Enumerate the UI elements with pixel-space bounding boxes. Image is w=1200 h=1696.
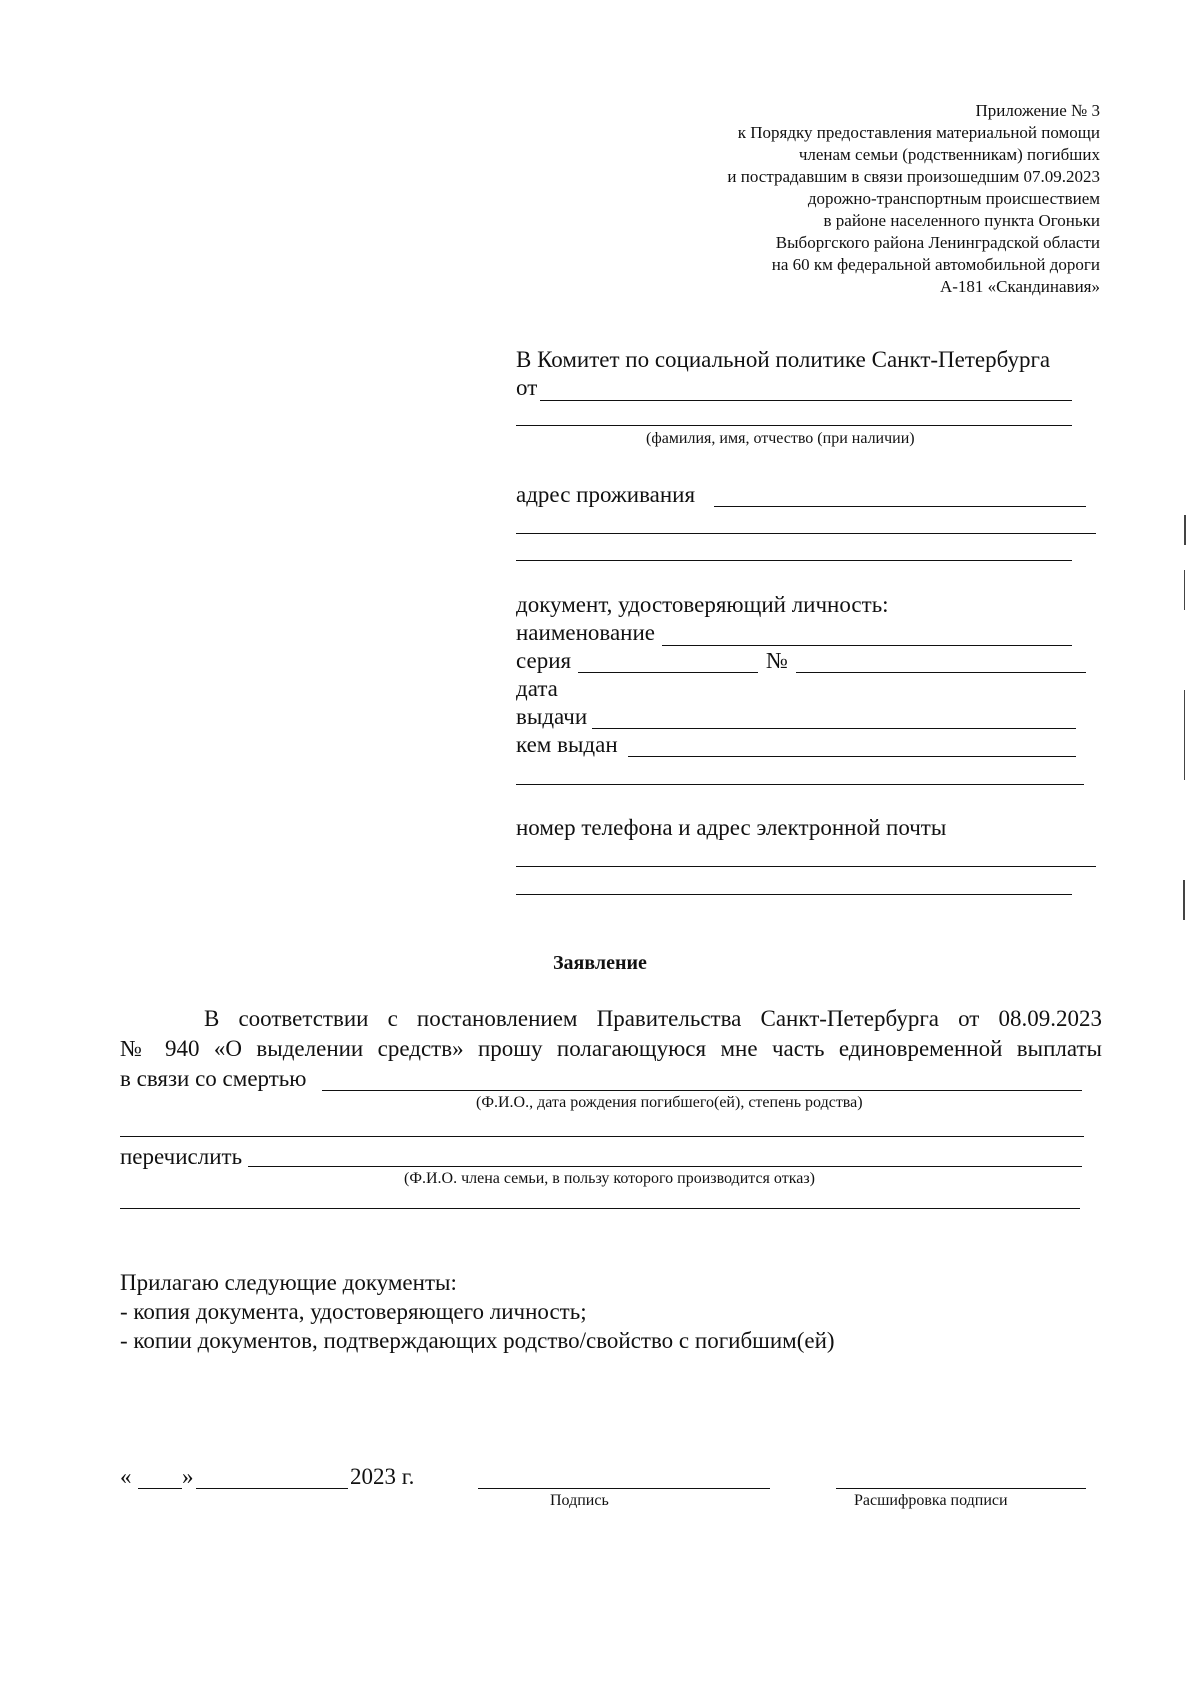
id-name-field-line[interactable] [662,645,1072,646]
date-label-2: выдачи [516,704,588,729]
signature-caption: Подпись [550,1492,609,1509]
number-label: № [766,648,788,673]
statement-line-2: № 940 «О выделении средств» прошу полагающуюся мне часть единовременной выплаты [120,1036,1102,1061]
appendix-line: к Порядку предоставления материальной помощи [737,123,1100,142]
appendix-line: на 60 км федеральной автомобильной дороги [771,255,1100,274]
signature-decode-caption: Расшифровка подписи [854,1492,1008,1509]
transfer-caption: (Ф.И.О. члена семьи, в пользу которого производится отказ) [404,1170,815,1187]
appendix-line: в районе населенного пункта Огоньки [823,211,1100,230]
issued-by-field-line[interactable] [628,756,1076,757]
signature-decode-field-line[interactable] [836,1488,1086,1489]
date-quote-open: « [120,1464,132,1489]
from-field-line[interactable] [540,400,1072,401]
day-field-line[interactable] [138,1488,182,1489]
date-label-1: дата [516,676,558,701]
addressee-to: В Комитет по социальной политике Санкт-Петербурга [516,347,1051,372]
attachment-item: - копии документов, подтверждающих родство/свойство с погибшим(ей) [120,1328,835,1353]
transfer-field-line-2[interactable] [120,1208,1080,1209]
id-doc-heading: документ, удостоверяющий личность: [516,592,889,617]
date-field-line[interactable] [592,728,1076,729]
appendix-line: А-181 «Скандинавия» [939,277,1100,296]
number-field-line[interactable] [796,672,1086,673]
deceased-field-line[interactable] [322,1090,1082,1091]
contact-field-line[interactable] [516,866,1096,867]
series-field-line[interactable] [578,672,758,673]
attachment-item: - копия документа, удостоверяющего личность; [120,1299,587,1324]
appendix-line: членам семьи (родственникам) погибших [798,145,1100,164]
date-quote-close: » [182,1464,194,1489]
death-caption: (Ф.И.О., дата рождения погибшего(ей), степень родства) [476,1094,863,1111]
from-label: от [516,375,538,400]
appendix-line: Выборгского района Ленинградской области [775,233,1100,252]
scan-artifact [1184,515,1186,545]
transfer-field-line[interactable] [248,1166,1082,1167]
transfer-label: перечислить [120,1144,243,1169]
appendix-line: дорожно-транспортным происшествием [807,189,1100,208]
appendix-header [727,100,1100,298]
address-label: адрес проживания [516,482,696,507]
address-field-line-2[interactable] [516,533,1096,534]
signature-field-line[interactable] [478,1488,770,1489]
address-field-line[interactable] [714,506,1086,507]
issued-by-label: кем выдан [516,732,618,757]
statement-title: Заявление [553,952,647,974]
scan-artifact [1184,690,1185,780]
address-field-line-3[interactable] [516,560,1072,561]
contact-label: номер телефона и адрес электронной почты [516,815,947,840]
attachments-heading: Прилагаю следующие документы: [120,1270,457,1295]
date-year: 2023 г. [350,1464,415,1489]
contact-field-line-2[interactable] [516,894,1072,895]
statement-line-3: в связи со смертью [120,1066,307,1091]
scan-artifact [1184,570,1185,610]
appendix-line: и пострадавшим в связи произошедшим 07.09.2023 [727,167,1100,186]
id-name-label: наименование [516,620,655,645]
issued-by-field-line-2[interactable] [516,784,1084,785]
from-field-line-2[interactable] [516,425,1072,426]
scan-artifact [1183,880,1185,920]
deceased-field-line-2[interactable] [120,1136,1084,1137]
month-field-line[interactable] [196,1488,348,1489]
name-caption: (фамилия, имя, отчество (при наличии) [646,430,915,447]
statement-line-1: В соответствии с постановлением Правительства Санкт-Петербурга от 08.09.2023 [204,1006,1102,1031]
series-label: серия [516,648,572,673]
appendix-line: Приложение № 3 [975,101,1100,120]
